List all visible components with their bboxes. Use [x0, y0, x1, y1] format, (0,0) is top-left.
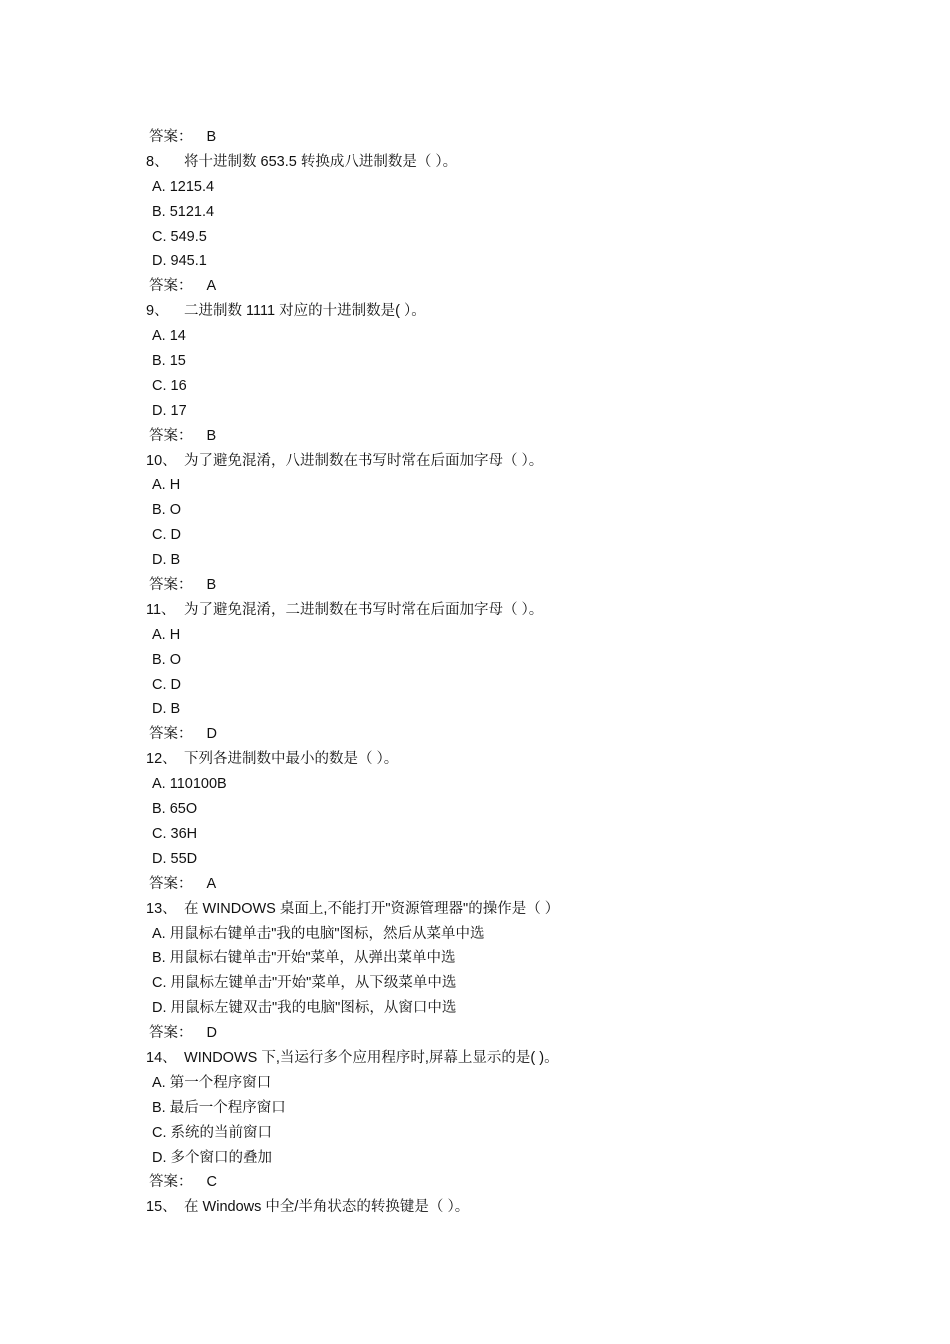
answer-value: D [206, 1025, 217, 1042]
answer-label: 答案： [149, 278, 193, 295]
option-line: D. 多个窗口的叠加 [152, 1149, 273, 1166]
option-line: C. D [152, 527, 181, 544]
answer-label: 答案： [149, 129, 193, 145]
answer-line [0, 274, 950, 299]
answer-label: 答案： [149, 427, 193, 444]
answer-value: B [206, 577, 217, 594]
question-text: 在 Windows 中全/半角状态的转换键是（ ）。 [180, 1199, 470, 1216]
answer-line [0, 125, 950, 150]
option-line: A. 第一个程序窗口 [152, 1074, 272, 1091]
question-number: 8、 [146, 153, 169, 170]
answer-value: D [206, 726, 217, 743]
option-line: A. H [152, 477, 181, 494]
option-line: C. D [152, 676, 181, 693]
question-line [0, 1046, 950, 1071]
answer-line [0, 1021, 950, 1046]
option-line: B. 15 [152, 353, 186, 370]
answer-value: A [206, 875, 217, 892]
question-list [0, 125, 950, 1220]
question-number: 9、 [146, 303, 169, 320]
option-line: A. 110100B [152, 776, 227, 793]
answer-line [0, 573, 950, 598]
answer-line [0, 872, 950, 897]
question-text: 下列各进制数中最小的数是（ ）。 [180, 751, 399, 768]
question-line [0, 1195, 950, 1220]
question-number: 11、 [146, 601, 176, 618]
answer-label: 答案： [149, 726, 193, 743]
question-line [0, 897, 950, 922]
answer-line [0, 1170, 950, 1195]
answer-label: 答案： [149, 1025, 193, 1042]
option-line: B. O [152, 651, 182, 668]
question-text: 为了避免混淆，二进制数在书写时常在后面加字母（ ）。 [180, 601, 544, 618]
option-line: C. 16 [152, 377, 187, 394]
question-text: 为了避免混淆，八进制数在书写时常在后面加字母（ ）。 [180, 452, 544, 469]
answer-label: 答案： [149, 577, 193, 594]
answer-value: B [206, 427, 217, 444]
question-number: 10、 [146, 452, 177, 469]
question-line [0, 150, 950, 175]
answer-value: C [206, 1174, 217, 1191]
question-number: 14、 [146, 1049, 177, 1066]
option-line: B. 最后一个程序窗口 [152, 1099, 286, 1116]
answer-line [0, 722, 950, 747]
option-line: A. 1215.4 [152, 178, 215, 195]
option-line: D. 17 [152, 402, 187, 419]
answer-value: B [206, 129, 217, 145]
question-line [0, 299, 950, 324]
option-line: D. 945.1 [152, 253, 207, 270]
answer-value: A [206, 278, 217, 295]
option-line: C. 系统的当前窗口 [152, 1124, 273, 1141]
option-line: C. 549.5 [152, 228, 207, 245]
option-line: B. 5121.4 [152, 203, 215, 220]
option-line: D. 用鼠标左键双击"我的电脑"图标，从窗口中选 [152, 1000, 457, 1017]
question-text: WINDOWS 下,当运行多个应用程序时,屏幕上显示的是( )。 [180, 1049, 559, 1066]
question-text: 二进制数 1111 对应的十进制数是( ）。 [180, 303, 426, 320]
question-text: 将十进制数 653.5 转换成八进制数是（ ）。 [180, 153, 458, 170]
question-line [0, 598, 950, 623]
option-line: D. B [152, 552, 181, 569]
option-line: A. 14 [152, 328, 186, 345]
question-number: 13、 [146, 900, 177, 917]
option-line: B. O [152, 502, 182, 519]
answer-label: 答案： [149, 875, 193, 892]
question-line [0, 449, 950, 474]
option-line: A. 用鼠标右键单击"我的电脑"图标，然后从菜单中选 [152, 925, 485, 942]
option-line: D. B [152, 701, 181, 718]
question-line [0, 747, 950, 772]
option-line: B. 用鼠标右键单击"开始"菜单，从弹出菜单中选 [152, 950, 456, 967]
question-text: 在 WINDOWS 桌面上,不能打开"资源管理器"的操作是（ ） [180, 900, 560, 917]
question-number: 12、 [146, 751, 177, 768]
option-line: B. 65O [152, 801, 198, 818]
question-number: 15、 [146, 1199, 177, 1216]
answer-label: 答案： [149, 1174, 193, 1191]
option-line: C. 36H [152, 825, 198, 842]
answer-line [0, 424, 950, 449]
option-line: C. 用鼠标左键单击"开始"菜单，从下级菜单中选 [152, 975, 457, 992]
option-line: A. H [152, 626, 181, 643]
option-line: D. 55D [152, 850, 198, 867]
